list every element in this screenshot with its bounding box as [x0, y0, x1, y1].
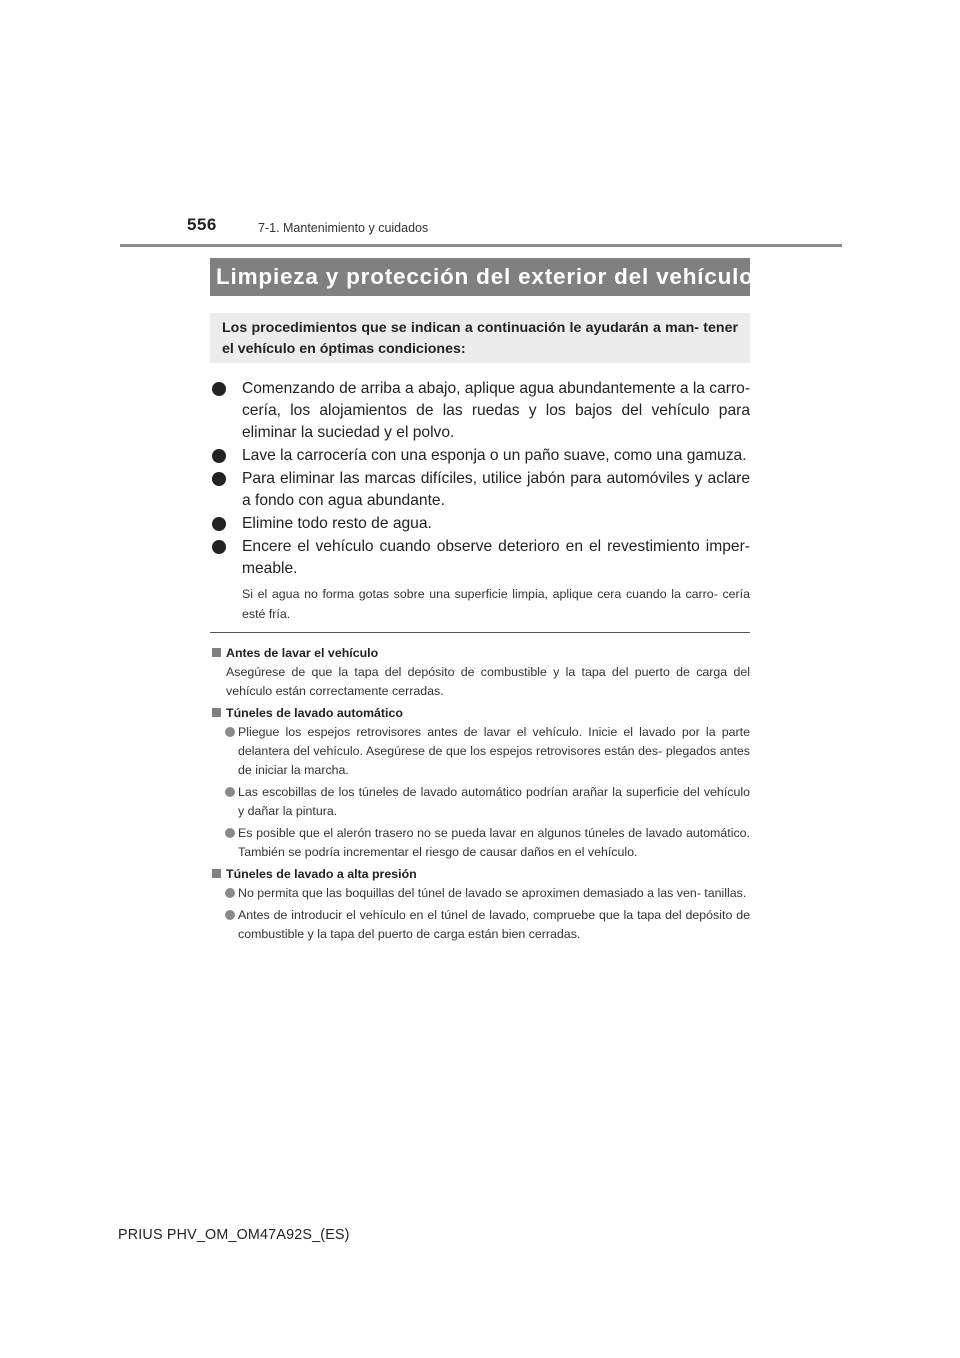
note-item-text: No permita que las boquillas del túnel de lavado se aproximen demasiado a las ven- tanillas. — [238, 886, 747, 900]
list-item — [210, 513, 750, 535]
square-bullet-icon — [212, 708, 221, 717]
note-heading-text: Túneles de lavado a alta presión — [226, 867, 417, 881]
note-item-text: Antes de introducir el vehículo en el túnel de lavado, compruebe que la tapa del depósito de combustible y la tapa del puerto de carga están bien cerradas. — [238, 908, 750, 941]
note-heading — [210, 644, 750, 663]
step-text: Elimine todo resto de agua. — [242, 515, 432, 532]
list-item — [210, 723, 750, 780]
square-bullet-icon — [212, 869, 221, 878]
bullet-icon — [212, 540, 226, 554]
note-heading-text: Túneles de lavado automático — [226, 706, 403, 720]
notes-section — [210, 641, 750, 947]
circle-bullet-icon — [225, 727, 235, 737]
square-bullet-icon — [212, 648, 221, 657]
circle-bullet-icon — [225, 828, 235, 838]
note-heading — [210, 865, 750, 884]
step-text: Encere el vehículo cuando observe deterioro en el revestimiento imper- meable. — [242, 538, 750, 577]
circle-bullet-icon — [225, 910, 235, 920]
note-item-text: Las escobillas de los túneles de lavado automático podrían arañar la superficie del vehículo y dañar la pintura. — [238, 785, 750, 818]
note-item-text: Pliegue los espejos retrovisores antes de lavar el vehículo. Inicie el lavado por la parte delantera del vehículo. Asegúrese de que los espejos retrovisores están des- plegados antes de iniciar la marcha. — [238, 725, 750, 777]
bullet-icon — [212, 449, 226, 463]
list-item — [210, 468, 750, 512]
step-text: Comenzando de arriba a abajo, aplique agua abundantemente a la carro- cería, los alojamientos de las ruedas y los bajos del vehículo para eliminar la suciedad y el polvo. — [242, 380, 751, 441]
note-item-text: Es posible que el alerón trasero no se pueda lavar en algunos túneles de lavado automático. También se podría incrementar el riesgo de causar daños en el vehículo. — [238, 826, 750, 859]
intro-box: Los procedimientos que se indican a continuación le ayudarán a man- tener el vehículo en óptimas condiciones: — [210, 313, 750, 363]
list-item — [210, 445, 750, 467]
document-id: PRIUS PHV_OM_OM47A92S_(ES) — [118, 1227, 350, 1243]
step-text: Lave la carrocería con una esponja o un paño suave, como una gamuza. — [242, 447, 747, 464]
section-divider — [210, 632, 750, 633]
bullet-icon — [212, 472, 226, 486]
note-heading — [210, 704, 750, 723]
circle-bullet-icon — [225, 888, 235, 898]
page-title: Limpieza y protección del exterior del vehículo — [210, 258, 750, 296]
list-item — [210, 906, 750, 944]
section-label: 7-1. Mantenimiento y cuidados — [258, 221, 429, 235]
list-item — [210, 783, 750, 821]
header-divider — [120, 244, 842, 247]
list-item — [210, 884, 750, 903]
page-number: 556 — [187, 215, 217, 234]
step-note: Si el agua no forma gotas sobre una superficie limpia, aplique cera cuando la carro- cería esté fría. — [242, 587, 750, 621]
step-text: Para eliminar las marcas difíciles, utilice jabón para automóviles y aclare a fondo con agua abundante. — [242, 470, 750, 509]
list-item — [210, 824, 750, 862]
note-heading-text: Antes de lavar el vehículo — [226, 646, 379, 660]
note-text: Asegúrese de que la tapa del depósito de combustible y la tapa del puerto de carga del vehículo están correctamente cerradas. — [226, 665, 750, 698]
list-item — [210, 536, 750, 580]
circle-bullet-icon — [225, 787, 235, 797]
list-item — [210, 378, 750, 444]
bullet-icon — [212, 382, 226, 396]
bullet-icon — [212, 517, 226, 531]
steps-list — [210, 378, 750, 624]
